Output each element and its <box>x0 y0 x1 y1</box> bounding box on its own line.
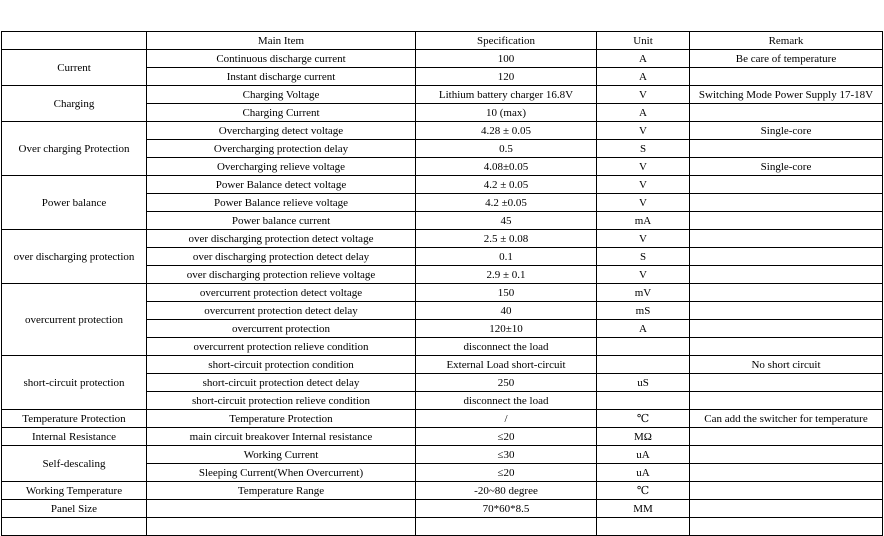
table-row <box>2 230 883 248</box>
unit-cell: V <box>597 176 690 194</box>
spec-cell: 0.5 <box>416 140 597 158</box>
remark-cell <box>690 320 883 338</box>
item-cell: Charging Voltage <box>147 86 416 104</box>
item-cell <box>147 500 416 518</box>
group-label-cell: overcurrent protection <box>2 284 147 356</box>
item-cell: Sleeping Current(When Overcurrent) <box>147 464 416 482</box>
unit-cell: V <box>597 230 690 248</box>
table-row <box>2 482 883 500</box>
remark-cell <box>690 266 883 284</box>
unit-cell: V <box>597 158 690 176</box>
remark-cell <box>690 104 883 122</box>
unit-cell: mA <box>597 212 690 230</box>
spec-cell: 70*60*8.5 <box>416 500 597 518</box>
group-label-cell: Self-descaling <box>2 446 147 482</box>
item-cell: overcurrent protection <box>147 320 416 338</box>
item-cell: short-circuit protection detect delay <box>147 374 416 392</box>
item-cell: overcurrent protection detect delay <box>147 302 416 320</box>
item-cell: Charging Current <box>147 104 416 122</box>
remark-cell <box>690 194 883 212</box>
table-row <box>2 176 883 194</box>
group-label-cell: Current <box>2 50 147 86</box>
unit-cell: A <box>597 68 690 86</box>
table-row <box>2 356 883 374</box>
group-label-cell: short-circuit protection <box>2 356 147 410</box>
unit-cell: V <box>597 194 690 212</box>
remark-cell <box>690 464 883 482</box>
unit-cell: V <box>597 266 690 284</box>
header-unit: Unit <box>597 32 690 50</box>
spec-cell: Lithium battery charger 16.8V <box>416 86 597 104</box>
group-label-cell: Temperature Protection <box>2 410 147 428</box>
spec-cell: 2.5 ± 0.08 <box>416 230 597 248</box>
header-main-item: Main Item <box>147 32 416 50</box>
spec-cell: 45 <box>416 212 597 230</box>
group-label-cell: Over charging Protection <box>2 122 147 176</box>
item-cell: Overcharging relieve voltage <box>147 158 416 176</box>
remark-cell <box>690 284 883 302</box>
remark-cell <box>690 302 883 320</box>
remark-cell <box>690 482 883 500</box>
group-label-cell: Power balance <box>2 176 147 230</box>
unit-cell <box>597 338 690 356</box>
spec-cell: ≤20 <box>416 464 597 482</box>
unit-cell: mS <box>597 302 690 320</box>
item-cell: over discharging protection detect voltage <box>147 230 416 248</box>
spec-cell: 4.28 ± 0.05 <box>416 122 597 140</box>
table-row <box>2 86 883 104</box>
unit-cell: uA <box>597 446 690 464</box>
spec-cell: 4.2 ± 0.05 <box>416 176 597 194</box>
unit-cell: S <box>597 140 690 158</box>
spec-cell: 120 <box>416 68 597 86</box>
spec-cell: ≤20 <box>416 428 597 446</box>
unit-cell: A <box>597 104 690 122</box>
item-cell: over discharging protection relieve voltage <box>147 266 416 284</box>
item-cell: Temperature Range <box>147 482 416 500</box>
spec-cell: 2.9 ± 0.1 <box>416 266 597 284</box>
remark-cell <box>690 230 883 248</box>
remark-cell <box>690 446 883 464</box>
spec-cell: 150 <box>416 284 597 302</box>
table-row <box>2 50 883 68</box>
item-cell: Overcharging detect voltage <box>147 122 416 140</box>
remark-cell <box>690 392 883 410</box>
remark-cell <box>690 248 883 266</box>
unit-cell: A <box>597 50 690 68</box>
unit-cell: S <box>597 248 690 266</box>
group-label-cell: over discharging protection <box>2 230 147 284</box>
item-cell: short-circuit protection relieve condition <box>147 392 416 410</box>
remark-cell: Switching Mode Power Supply 17-18V <box>690 86 883 104</box>
unit-cell: uS <box>597 374 690 392</box>
group-label-cell: Internal Resistance <box>2 428 147 446</box>
spec-cell: External Load short-circuit <box>416 356 597 374</box>
spec-cell: 250 <box>416 374 597 392</box>
spec-cell: disconnect the load <box>416 392 597 410</box>
item-cell: main circuit breakover Internal resistance <box>147 428 416 446</box>
spec-cell: 4.08±0.05 <box>416 158 597 176</box>
remark-cell: Be care of temperature <box>690 50 883 68</box>
table-row <box>2 500 883 518</box>
table-row <box>2 428 883 446</box>
remark-cell <box>690 68 883 86</box>
unit-cell: A <box>597 320 690 338</box>
item-cell: Power Balance detect voltage <box>147 176 416 194</box>
spec-cell: 4.2 ±0.05 <box>416 194 597 212</box>
item-cell: overcurrent protection detect voltage <box>147 284 416 302</box>
spec-cell: 40 <box>416 302 597 320</box>
spec-cell: 120±10 <box>416 320 597 338</box>
unit-cell <box>597 392 690 410</box>
remark-cell: No short circuit <box>690 356 883 374</box>
header-row <box>2 32 883 50</box>
table-row <box>2 410 883 428</box>
header-remark: Remark <box>690 32 883 50</box>
header-group-cell <box>2 32 147 50</box>
spec-cell: -20~80 degree <box>416 482 597 500</box>
item-cell: short-circuit protection condition <box>147 356 416 374</box>
unit-cell: V <box>597 122 690 140</box>
header-specification: Specification <box>416 32 597 50</box>
item-cell: Overcharging protection delay <box>147 140 416 158</box>
unit-cell: V <box>597 86 690 104</box>
spec-cell: / <box>416 410 597 428</box>
item-cell: overcurrent protection relieve condition <box>147 338 416 356</box>
unit-cell: uA <box>597 464 690 482</box>
spec-cell: 100 <box>416 50 597 68</box>
spec-cell: 10 (max) <box>416 104 597 122</box>
spec-cell: 0.1 <box>416 248 597 266</box>
item-cell: over discharging protection detect delay <box>147 248 416 266</box>
spec-cell: disconnect the load <box>416 338 597 356</box>
table-body <box>2 32 883 536</box>
remark-cell <box>690 212 883 230</box>
group-label-cell: Panel Size <box>2 500 147 518</box>
unit-cell: ℃ <box>597 410 690 428</box>
remark-cell <box>690 338 883 356</box>
remark-cell <box>690 428 883 446</box>
specification-table <box>1 31 883 536</box>
remark-cell: Single-core <box>690 158 883 176</box>
unit-cell: MM <box>597 500 690 518</box>
group-label-cell: Working Temperature <box>2 482 147 500</box>
group-label-cell: Charging <box>2 86 147 122</box>
unit-cell: MΩ <box>597 428 690 446</box>
item-cell: Working Current <box>147 446 416 464</box>
item-cell: Instant discharge current <box>147 68 416 86</box>
item-cell: Power balance current <box>147 212 416 230</box>
table-row <box>2 122 883 140</box>
remark-cell <box>690 176 883 194</box>
item-cell: Power Balance relieve voltage <box>147 194 416 212</box>
remark-cell: Can add the switcher for temperature <box>690 410 883 428</box>
unit-cell: ℃ <box>597 482 690 500</box>
remark-cell <box>690 140 883 158</box>
table-row <box>2 284 883 302</box>
spec-cell: ≤30 <box>416 446 597 464</box>
unit-cell <box>597 356 690 374</box>
remark-cell <box>690 500 883 518</box>
table-row <box>2 446 883 464</box>
item-cell: Temperature Protection <box>147 410 416 428</box>
remark-cell <box>690 374 883 392</box>
item-cell: Continuous discharge current <box>147 50 416 68</box>
remark-cell: Single-core <box>690 122 883 140</box>
unit-cell: mV <box>597 284 690 302</box>
